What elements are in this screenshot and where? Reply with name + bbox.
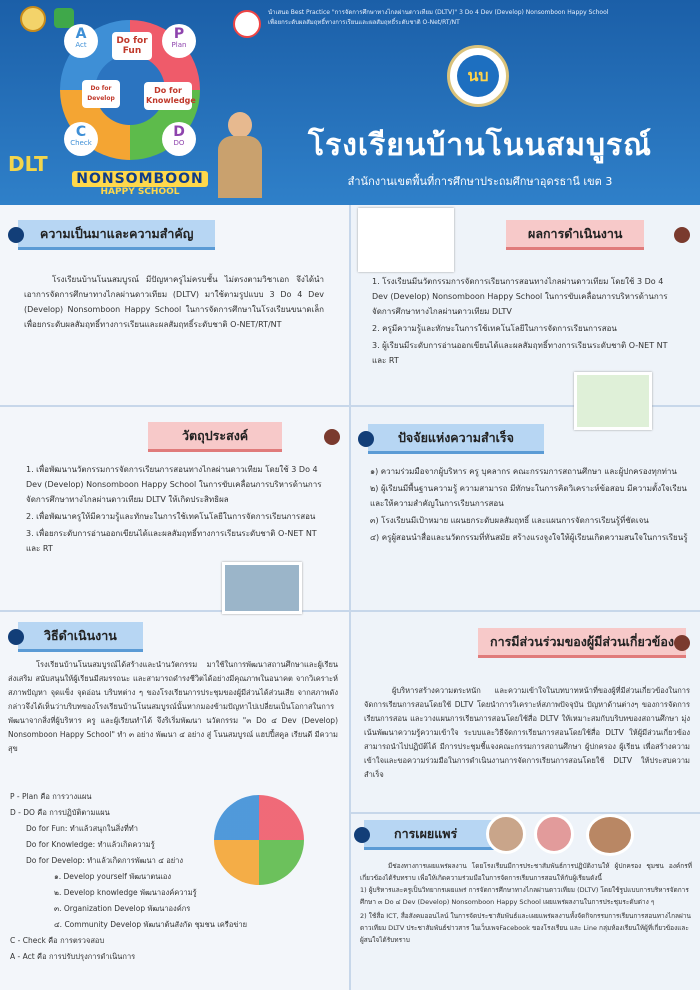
success-list [370, 464, 688, 547]
column-divider [349, 205, 351, 990]
method-step-dev-3: ๓. Organization Develop พัฒนาองค์กร [54, 904, 191, 913]
success-item-1: ๑) ความร่วมมือจากผู้บริหาร ครู บุคลากร คณะกรรมการสถานศึกษา และผู้ปกครองทุกท่าน [370, 467, 677, 476]
pdca-cycle-small-icon [214, 795, 304, 885]
pdca-act-word: Act [75, 41, 87, 49]
dissemination-section-header [354, 820, 497, 850]
row-divider-left-1 [0, 405, 350, 407]
header-caption [268, 8, 688, 28]
pdca-do-letter: D [173, 124, 185, 140]
stakeholders-paragraph: ผู้บริหารสร้างความตระหนัก และความเข้าใจในบทบาทหน้าที่ของผู้ที่มีส่วนเกี่ยวข้องในการจัดการเรียนการสอนโดยใช้ DLTV โดยนำการวิเคราะห์สภาพปัจจุบัน ปัญหาด้านต่างๆ ของการจัดการเรียนการสอน และวางแผนการเรียนการสอนโดยใช้สื่อ DLTV ให้เหมาะสมกับบริบทของสถานศึกษา มุ่งเน้นพัฒนาความรู้ความเข้าใจ ระบบและวิธีจัดการเรียนการสอนโดยใช้สื่อ DLTV ให้ผู้มีส่วนเกี่ยวข้องสามารถนำไปปฏิบัติได้ มีการประชุมชี้แจงคณะกรรมการสถานศึกษา ผู้ปกครอง ผู้เรียน เพื่อสร้างความเข้าใจและขอความร่วมมือในการดำเนินงานการจัดการเรียนการสอนโดยใช้ DLTV ให้ประสบความสำเร็จ [364, 686, 690, 779]
objectives-item-2: 2. เพื่อพัฒนาครูให้มีความรู้และทักษะในการใช้เทคโนโลยีในการจัดการเรียนการสอน [26, 512, 316, 521]
results-title: ผลการดำเนินงาน [506, 220, 644, 250]
method-step-check: C - Check คือ การตรวจสอบ [10, 936, 105, 945]
row-divider-right-2 [350, 610, 700, 612]
classroom-photo [222, 562, 302, 614]
method-step-do-fun: Do for Fun: ทำแล้วสนุกในสิ่งที่ทำ [26, 824, 138, 833]
objectives-item-1: 1. เพื่อพัฒนานวัตกรรมการจัดการเรียนการสอนทางไกลผ่านดาวเทียม โดยใช้ 3 Do 4 Dev (Develop) Nonsomboon Happy School ในการขับเคลื่อนการบริหารด้านการจัดการศึกษาทางไกลผ่านดาวเทียม DLTV ให้เกิดประสิทธิผล [26, 465, 322, 504]
row-divider-right-3 [350, 812, 700, 814]
nonsomboon-brand [60, 168, 220, 197]
office-subtitle: สำนักงานเขตพื้นที่การศึกษาประถมศึกษาอุดรธานี เขต 3 [347, 175, 613, 188]
dissemination-photo-3 [586, 814, 634, 856]
method-paragraph: โรงเรียนบ้านโนนสมบูรณ์ได้สร้างและนำนวัตกรรม มาใช้ในการพัฒนาสถานศึกษาและผู้เรียน ส่งเสริม สนับสนุนให้ผู้เรียนมีสมรรถนะ และสามารถดำรงชีวิตได้อย่างมีคุณภาพในอนาคต จากวิเคราะห์สภาพปัญหา จุดแข็ง จุดอ่อน บริบทต่าง ๆ ของโรงเรียนการประชุมของผู้มีส่วนได้ส่วนเสีย จากสภาพดังกล่าวจึงได้เห็นว่าบริบทของโรงเรียนบ้านโนนสมบูรณ์นั้นหากมองข้ามปัญหาไปเปลี่ยนเป็นโอกาสในการพัฒนาจากสิ่งที่ผู้บริหาร ครู และผู้เรียนทำได้ จึงริเริ่มพัฒนา นวัตกรรม "๓ Do ๔ Dev (Develop) Nonsomboon Happy School" ทำ ๓ อย่าง พัฒนา ๔ อย่าง สู่ โนนสมบูรณ์ แฮปปี้สคูล เรียนดี มีความสุข [8, 660, 338, 753]
page-title: โรงเรียนบ้านโนนสมบูรณ์ [308, 128, 652, 163]
results-item-2: 2. ครูมีความรู้และทักษะในการใช้เทคโนโลยีในการจัดการเรียนการสอน [372, 324, 617, 333]
success-item-3: ๓) โรงเรียนมีเป้าหมาย แผนยกระดับผลสัมฤทธิ์ และแผนการจัดการเรียนรู้ที่ชัดเจน [370, 516, 649, 525]
method-section-header [0, 622, 143, 652]
results-list [372, 274, 672, 370]
do-for-fun-tag: Do for Fun [112, 32, 152, 60]
pdca-cycle-diagram [60, 20, 200, 160]
method-bullet-icon [8, 629, 24, 645]
school-seal-icon [447, 45, 509, 107]
results-bullet-icon [674, 227, 690, 243]
do-for-develop-tag: Do for Develop [82, 80, 120, 108]
pdca-act [64, 24, 98, 58]
results-section-header [506, 220, 644, 250]
background-title: ความเป็นมาและความสำคัญ [18, 220, 215, 250]
obec-seal-icon [20, 6, 46, 32]
pdca-check-word: Check [70, 139, 92, 147]
method-step-plan: P - Plan คือ การวางแผน [10, 792, 92, 801]
brand-sub: HAPPY SCHOOL [100, 187, 180, 197]
stakeholders-title: การมีส่วนร่วมของผู้มีส่วนเกี่ยวข้อง [478, 628, 686, 658]
dlt-logo: DLT [8, 152, 48, 176]
method-step-dev-2: ๒. Develop knowledge พัฒนาองค์ความรู้ [54, 888, 197, 897]
school-badge-icon [54, 8, 74, 28]
pdca-check-letter: C [75, 124, 87, 140]
success-item-2: ๒) ผู้เรียนมีพื้นฐานความรู้ ความสามารถ มีทักษะในการคิดวิเคราะห์ข้อสอบ มีความตั้งใจเรียนและให้ความสำคัญในการเรียนการสอน [370, 484, 687, 508]
pdca-plan [162, 24, 196, 58]
pdca-plan-word: Plan [171, 41, 187, 49]
results-item-1: 1. โรงเรียนมีนวัตกรรมการจัดการเรียนการสอนทางไกลผ่านดาวเทียม โดยใช้ 3 Do 4 Dev (Develop) Nonsomboon Happy School ในการขับเคลื่อนการบริหารด้านการจัดการศึกษาทางไกลผ่านดาวเทียม DLTV [372, 277, 668, 316]
header-banner [0, 0, 700, 205]
background-body [24, 272, 324, 332]
background-paragraph: โรงเรียนบ้านโนนสมบูรณ์ มีปัญหาครูไม่ครบชั้น ไม่ตรงตามวิชาเอก จึงได้นำเอาการจัดการศึกษาทางไกลผ่านดาวเทียม (DLTV) มาใช้ตามรูปแบบ 3 Do 4 Dev (Develop) Nonsomboon Happy School ในการจัดการศึกษาในโรงเรียนขนาดเล็ก เพื่อยกระดับผลสัมฤทธิ์ทางการเรียนและผลสัมฤทธิ์ระดับชาติ O-NET/RT/NT [24, 275, 324, 329]
dissemination-body [360, 860, 692, 948]
director-head [228, 112, 252, 138]
objectives-item-3: 3. เพื่อยกระดับการอ่านออกเขียนได้และผลสัมฤทธิ์ทางการเรียนระดับชาติ O-NET NT และ RT [26, 529, 317, 553]
method-step-do: D - DO คือ การปฏิบัติตามแผน [10, 808, 110, 817]
director-photo [218, 112, 262, 198]
director-body [218, 136, 262, 198]
method-step-act: A - Act คือ การปรับปรุงการดำเนินการ [10, 952, 136, 961]
success-bullet-icon [358, 431, 374, 447]
pdca-do-word: DO [173, 139, 185, 147]
method-step-dev-4: ๔. Community Develop พัฒนาต้นสังกัด ชุมชน เครือข่าย [54, 920, 248, 929]
objectives-section-header [148, 422, 282, 452]
pdca-do [162, 122, 196, 156]
header-caption-line-1: นำเสนอ Best Practice "การจัดการศึกษาทางไกลผ่านดาวเทียม (DLTV)" 3 Do 4 Dev (Develop) Nonsomboon Happy School [268, 9, 609, 16]
header-caption-line-2: เพื่อยกระดับผลสัมฤทธิ์ทางการเรียนและผลสัมฤทธิ์ระดับชาติ O-Net/RT/NT [268, 19, 460, 26]
dissemination-item-2: 2) ใช้สื่อ ICT, สื่อสังคมออนไลน์ ในการจัดประชาสัมพันธ์และเผยแพร่ผลงานทั้งจัดกิจกรรมการเรียนการสอนทางไกลผ่านดาวเทียม DLTV ประชาสัมพันธ์ข่าวสาร ในเว็บเพจFacebook ของโรงเรียน และ Line กลุ่มห้องเรียนให้ผู้ที่เกี่ยวข้องและผู้สนใจได้รับทราบ [360, 912, 691, 944]
results-chart-thumbnail [574, 372, 652, 430]
method-title: วิธีดำเนินงาน [18, 622, 143, 652]
method-step-dev-1: ๑. Develop yourself พัฒนาตนเอง [54, 872, 172, 881]
stakeholders-body [364, 684, 690, 782]
dissemination-photo-2 [534, 814, 574, 854]
school-seal-text: นบ [457, 55, 499, 97]
stakeholders-section-header [478, 628, 686, 658]
do-for-knowledge-tag: Do for Knowledge [144, 82, 192, 110]
method-step-do-knowledge: Do for Knowledge: ทำแล้วเกิดความรู้ [26, 840, 155, 849]
district-office-logo-icon [233, 10, 261, 38]
dissemination-item-1: 1) ผู้บริหารและครูเป็นวิทยากรเผยแพร่ การจัดการศึกษาทางไกลผ่านดาวเทียม (DLTV) โดยใช้รูปแบบการบริหารจัดการศึกษา ๓ Do ๔ Dev (Develop) Nonsomboon Happy School เผยแพร่ผลงานในการประชุมระดับต่าง ๆ [360, 886, 689, 906]
objectives-list [26, 462, 326, 558]
pdca-check [64, 122, 98, 156]
success-item-4: ๔) ครูผู้สอนนำสื่อและนวัตกรรมที่ทันสมัย สร้างแรงจูงใจให้ผู้เรียนเกิดความสนใจในการเรียนรู้ [370, 533, 688, 542]
dissemination-photo-1 [486, 814, 526, 854]
method-step-do-develop: Do for Develop: ทำแล้วเกิดการพัฒนา ๔ อย่าง [26, 856, 184, 865]
success-title: ปัจจัยแห่งความสำเร็จ [368, 424, 544, 454]
background-section-header [0, 220, 215, 250]
pdca-act-letter: A [75, 26, 87, 42]
dissemination-title: การเผยแพร่ [364, 820, 497, 850]
dissemination-bullet-icon [354, 827, 370, 843]
stakeholders-bullet-icon [674, 635, 690, 651]
certificate-photo [358, 208, 454, 272]
dissemination-list [360, 884, 692, 946]
background-bullet-icon [8, 227, 24, 243]
objectives-title: วัตถุประสงค์ [148, 422, 282, 452]
brand-name: NONSOMBOON [72, 171, 207, 187]
objectives-bullet-icon [324, 429, 340, 445]
success-section-header [350, 424, 544, 454]
pdca-plan-letter: P [173, 26, 185, 42]
dissemination-intro: มีช่องทางการเผยแพร่ผลงาน โดยโรงเรียนมีการประชาสัมพันธ์การปฏิบัติงานให้ ผู้ปกครอง ชุมชน องค์กรที่เกี่ยวข้องได้รับทราบ เพื่อให้เกิดความร่วมมือในการจัดการเรียนการสอนให้กับผู้เรียนดังนี้ [360, 862, 692, 882]
results-item-3: 3. ผู้เรียนมีระดับการอ่านออกเขียนได้และผลสัมฤทธิ์ทางการเรียนระดับชาติ O-NET NT และ RT [372, 341, 668, 365]
method-body [8, 658, 338, 756]
